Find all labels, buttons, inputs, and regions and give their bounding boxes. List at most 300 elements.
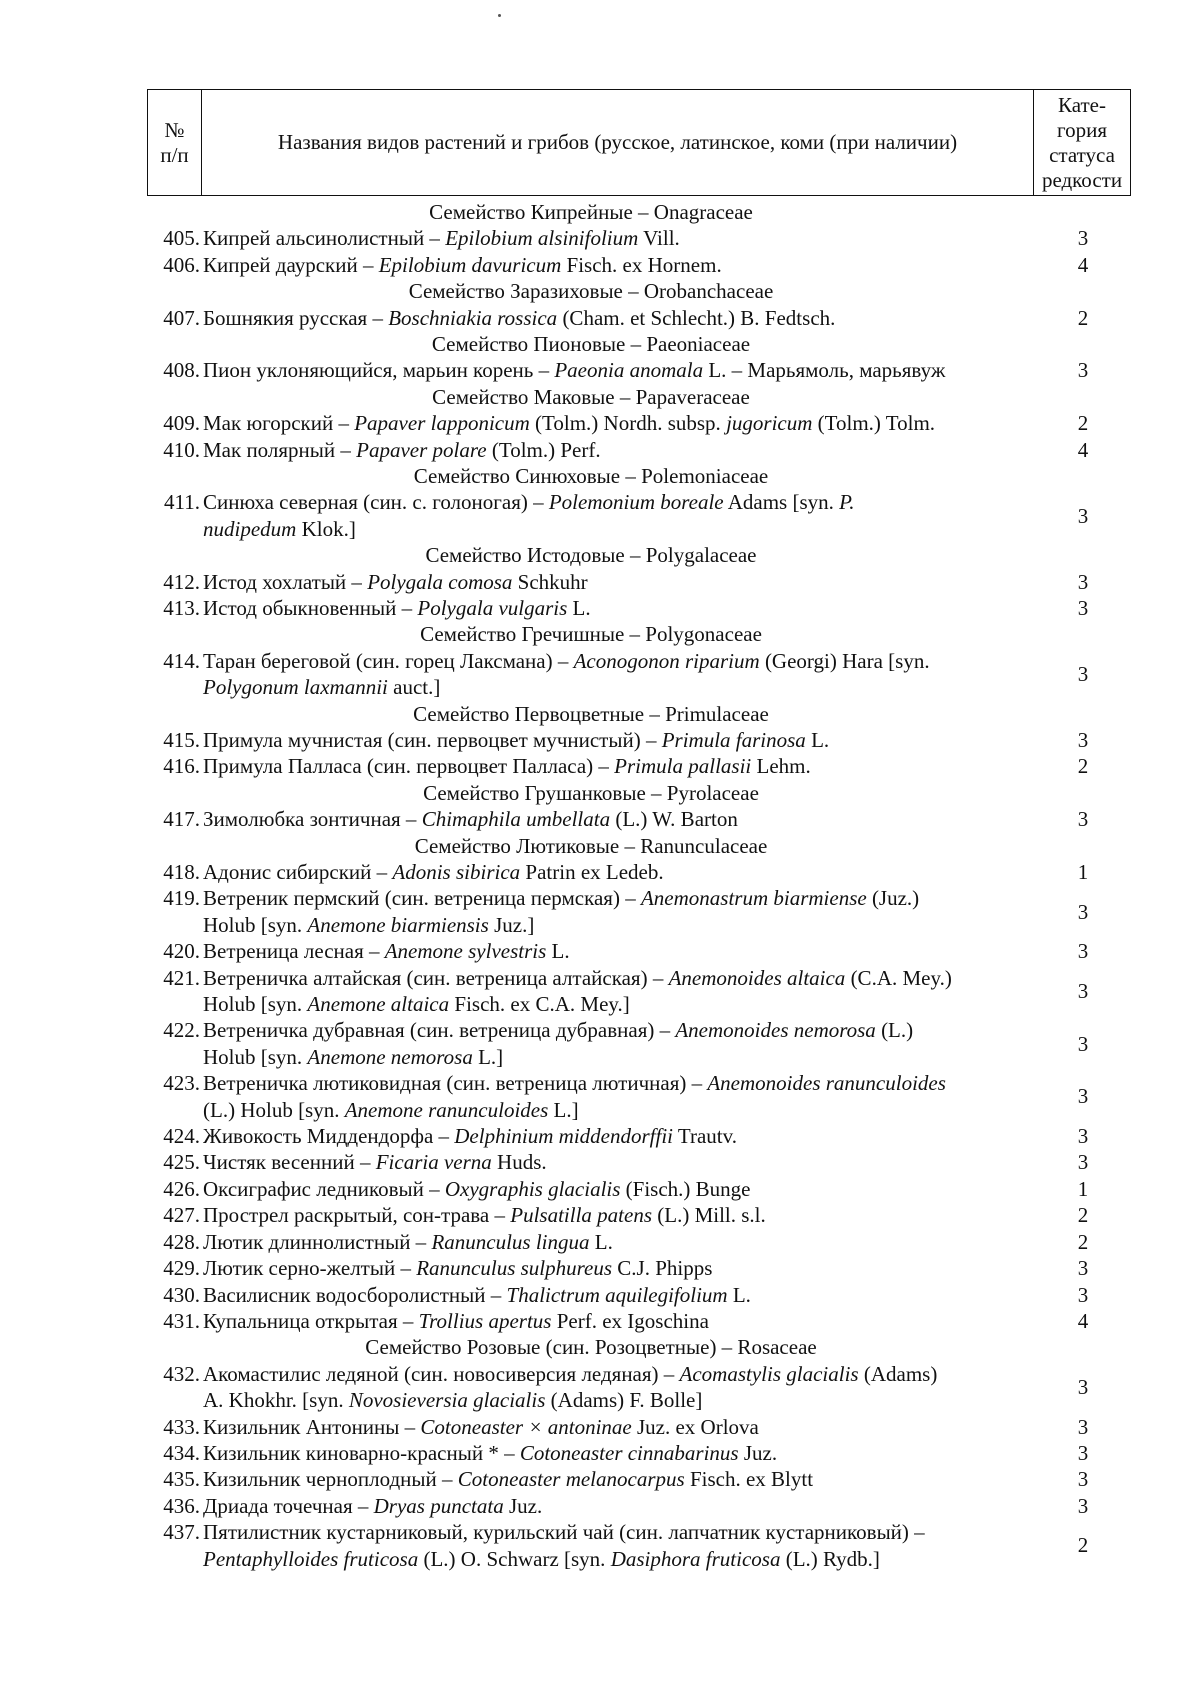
name-text: Holub [syn. (203, 1044, 308, 1069)
species-row (147, 806, 1131, 832)
species-row (147, 859, 1131, 885)
rarity-category: 3 (1077, 1282, 1089, 1307)
family-heading: Семейство Розовые (син. Розоцветные) – Rosaceae (365, 1335, 817, 1360)
species-name-line (203, 357, 1035, 383)
species-name (200, 885, 1035, 938)
rarity-category: 3 (1077, 1084, 1089, 1109)
species-name (200, 938, 1035, 964)
name-text: Пион уклоняющийся, марьин корень – (203, 358, 555, 383)
species-name (200, 648, 1035, 701)
species-name-line (203, 1202, 1035, 1228)
name-text: Примула мучнистая (син. первоцвет мучнистый) – (203, 728, 662, 752)
rarity-category: 1 (1077, 860, 1089, 884)
rarity-category: 2 (1077, 1533, 1089, 1558)
species-name (200, 305, 1035, 331)
name-text: (Adams) F. Bolle] (545, 1388, 703, 1413)
species-name-line (203, 1519, 1035, 1545)
species-name (200, 1361, 1035, 1414)
species-name-line (203, 912, 1035, 938)
species-name-line (203, 648, 1035, 674)
family-heading: Семейство Лютиковые – Ranunculaceae (414, 833, 768, 858)
species-row (147, 1282, 1131, 1308)
family-heading: Семейство Пионовые – Paeoniaceae (431, 332, 751, 356)
species-row (147, 1493, 1131, 1519)
species-row (147, 885, 1131, 938)
name-text: Ветреничка дубравная (син. ветреница дубравная) – (203, 1018, 676, 1043)
species-row (147, 489, 1131, 542)
latin-name: Epilobium davuricum (378, 252, 562, 277)
header-number-column: № п/п (148, 90, 202, 195)
name-text: Зимолюбка зонтичная – (203, 807, 422, 832)
species-name-line (203, 1414, 1035, 1440)
species-number: 405. (163, 226, 200, 251)
latin-name: Delphinium middendorffii (454, 1124, 674, 1149)
name-text: Adams [syn. (723, 490, 840, 515)
family-heading: Семейство Синюховые – Polemoniaceae (413, 464, 769, 488)
name-text: L. (567, 596, 591, 620)
name-text: Мак полярный – (203, 437, 357, 462)
latin-name: Polygala comosa (367, 569, 513, 594)
name-text: L. – Марьямоль, марьявуж (703, 358, 946, 383)
species-name-line (203, 1229, 1035, 1255)
species-name (200, 965, 1035, 1018)
species-number: 418. (163, 860, 200, 884)
species-name-line (203, 806, 1035, 832)
latin-name: Polemonium boreale (548, 490, 724, 515)
species-name (200, 1519, 1035, 1572)
latin-name: P. (839, 490, 855, 515)
species-number: 415. (163, 728, 200, 752)
species-number: 437. (163, 1520, 200, 1545)
species-number: 431. (163, 1308, 200, 1333)
species-number: 414. (163, 648, 200, 673)
latin-name: Cotoneaster melanocarpus (457, 1467, 685, 1492)
species-name (200, 252, 1035, 278)
header-category-column: Кате- гория статуса редкости (1041, 92, 1123, 192)
rarity-category: 2 (1077, 305, 1089, 330)
species-number: 417. (163, 807, 200, 832)
latin-name: Anemonastrum biarmiense (640, 886, 867, 911)
latin-name: Epilobium alsinifolium (445, 226, 639, 251)
name-text: C.J. Phipps (612, 1256, 713, 1281)
species-number: 421. (163, 965, 200, 990)
species-row (147, 1414, 1131, 1440)
rarity-category: 4 (1077, 437, 1089, 462)
name-text: Лютик длиннолистный – (203, 1229, 432, 1254)
name-text: Адонис сибирский – (203, 860, 393, 884)
name-text: (Fisch.) Bunge (620, 1176, 751, 1201)
species-row (147, 357, 1131, 383)
species-name-line (203, 410, 1035, 436)
rarity-category: 2 (1077, 411, 1089, 436)
species-name-line (203, 965, 1035, 991)
species-row (147, 1255, 1131, 1281)
rarity-category: 3 (1077, 728, 1089, 752)
species-name (200, 489, 1035, 542)
name-text: Кипрей альсинолистный – (203, 226, 446, 251)
species-row (147, 1361, 1131, 1414)
name-text: Trautv. (673, 1124, 738, 1149)
name-text: Ветреничка алтайская (син. ветреница алтайская) – (203, 965, 669, 990)
rarity-category: 3 (1077, 503, 1089, 528)
name-text: Klok.] (296, 516, 356, 541)
species-number: 427. (163, 1203, 200, 1228)
species-name-line (203, 1123, 1035, 1149)
family-heading: Семейство Маковые – Papaveraceae (432, 384, 750, 409)
rarity-category: 3 (1077, 1374, 1089, 1399)
latin-name: Cotoneaster × antoninae (420, 1414, 632, 1439)
species-number: 429. (163, 1256, 200, 1281)
species-name-line (203, 1387, 1035, 1413)
latin-name: Anemone ranunculoides (344, 1097, 549, 1122)
species-row (147, 1176, 1131, 1202)
rarity-category: 3 (1077, 662, 1089, 686)
latin-name: jugoricum (726, 411, 813, 436)
rarity-category: 3 (1077, 1256, 1089, 1281)
species-row (147, 1123, 1131, 1149)
species-name (200, 1017, 1035, 1070)
latin-name: Aconogonon riparium (573, 648, 760, 673)
name-text: Juz. (738, 1440, 778, 1465)
name-text: (L.) Holub [syn. (203, 1097, 345, 1122)
name-text: Fisch. ex Hornem. (561, 252, 722, 277)
name-text: (L.) Rydb.] (780, 1546, 880, 1571)
rarity-category: 3 (1077, 807, 1089, 832)
name-text: Дриада точечная – (203, 1493, 374, 1518)
species-row (147, 225, 1131, 251)
rarity-category: 3 (1077, 899, 1089, 924)
species-number: 406. (163, 252, 200, 277)
species-name (200, 595, 1035, 621)
species-number: 433. (163, 1414, 200, 1439)
species-number: 428. (163, 1229, 200, 1254)
species-name-line (203, 1361, 1035, 1387)
name-text: Примула Палласа (син. первоцвет Палласа) – (203, 754, 615, 779)
species-name-line (203, 727, 1035, 753)
species-name (200, 753, 1035, 779)
name-text: (Juz.) (866, 886, 920, 911)
species-row (147, 1229, 1131, 1255)
species-number: 426. (163, 1176, 200, 1201)
name-text: Василисник водосборолистный – (203, 1282, 507, 1307)
latin-name: Ranunculus lingua (431, 1229, 590, 1254)
name-text: (C.A. Mey.) (845, 965, 952, 990)
latin-name: Acomastylis glacialis (679, 1361, 859, 1386)
name-text: (Adams) (858, 1361, 938, 1386)
species-name-line (203, 569, 1035, 595)
latin-name: Ranunculus sulphureus (416, 1256, 613, 1281)
species-name (200, 1255, 1035, 1281)
family-heading: Семейство Кипрейные – Onagraceae (429, 200, 753, 224)
name-text: Оксиграфис ледниковый – (203, 1176, 445, 1201)
rarity-category: 3 (1077, 939, 1089, 964)
latin-name: Thalictrum aquilegifolium (506, 1282, 728, 1307)
name-text: L.] (472, 1044, 504, 1069)
species-row (147, 1308, 1131, 1334)
species-row (147, 727, 1131, 753)
name-text: Ветреница лесная – (203, 939, 385, 964)
name-text: Купальница открытая – (203, 1308, 419, 1333)
name-text: Holub [syn. (203, 992, 308, 1017)
table-header (147, 89, 1131, 196)
latin-name: Oxygraphis glacialis (444, 1176, 621, 1201)
rarity-category: 3 (1077, 1150, 1089, 1175)
rarity-category: 3 (1077, 358, 1089, 383)
rarity-category: 3 (1077, 1031, 1089, 1056)
species-row (147, 1202, 1131, 1228)
name-text: Patrin ex Ledeb. (520, 860, 664, 884)
rarity-category: 1 (1077, 1176, 1089, 1201)
name-text: auct.] (387, 675, 441, 700)
latin-name: Anemone biarmiensis (307, 912, 489, 937)
species-name (200, 1466, 1035, 1492)
latin-name: Dasiphora fruticosa (610, 1546, 781, 1571)
species-name (200, 1202, 1035, 1228)
species-name-line (203, 1493, 1035, 1519)
species-row (147, 410, 1131, 436)
name-text: (Tolm.) Perf. (486, 437, 601, 462)
species-name (200, 1149, 1035, 1175)
rarity-category: 4 (1077, 1308, 1089, 1333)
species-name-line (203, 1282, 1035, 1308)
name-text: Juz. ex Orlova (631, 1414, 759, 1439)
latin-name: Anemone altaica (307, 992, 450, 1017)
species-name-line (203, 674, 1035, 700)
rarity-category: 2 (1077, 754, 1089, 779)
latin-name: Anemone nemorosa (307, 1044, 473, 1069)
species-name-line (203, 516, 1035, 542)
species-name-line (203, 991, 1035, 1017)
latin-name: Dryas punctata (373, 1493, 504, 1518)
name-text: A. Khokhr. [syn. (203, 1388, 349, 1413)
name-text: Живокость Миддендорфа – (203, 1124, 455, 1149)
name-text: Кипрей даурский – (203, 252, 379, 277)
species-name-line (203, 225, 1035, 251)
name-text: Истод обыкновенный – (203, 596, 418, 620)
name-text: Ветреничка лютиковидная (син. ветреница лютичная) – (203, 1071, 708, 1096)
latin-name: nudipedum (203, 516, 297, 541)
species-name-line (203, 1440, 1035, 1466)
species-number: 408. (163, 358, 200, 383)
latin-name: Cotoneaster cinnabarinus (519, 1440, 739, 1465)
name-text: Кизильник черноплодный – (203, 1467, 458, 1492)
species-number: 412. (163, 569, 200, 594)
species-name (200, 1176, 1035, 1202)
latin-name: Papaver polаre (356, 437, 487, 462)
species-row (147, 753, 1131, 779)
rarity-category: 2 (1077, 1203, 1089, 1228)
name-text: Huds. (491, 1150, 547, 1175)
species-row (147, 252, 1131, 278)
species-row (147, 1519, 1131, 1572)
name-text: Perf. ex Igoschina (551, 1308, 709, 1333)
species-name (200, 437, 1035, 463)
name-text: Мак югорский – (203, 411, 355, 436)
name-text: Lehm. (751, 754, 811, 779)
rarity-category: 3 (1077, 1493, 1089, 1518)
species-row (147, 437, 1131, 463)
name-text: Vill. (638, 226, 680, 251)
family-heading: Семейство Гречишные – Polygonaceae (420, 622, 762, 647)
rarity-category: 3 (1077, 1440, 1089, 1465)
name-text: (Georgi) Hara [syn. (759, 648, 930, 673)
name-text: (L.) O. Schwarz [syn. (418, 1546, 611, 1571)
species-name (200, 1282, 1035, 1308)
species-number: 430. (163, 1282, 200, 1307)
species-name-line (203, 252, 1035, 278)
species-number: 410. (163, 437, 200, 462)
species-number: 409. (163, 411, 200, 436)
species-name-line (203, 885, 1035, 911)
species-name (200, 357, 1035, 383)
species-list (147, 199, 1131, 1572)
latin-name: Pulsatilla patens (510, 1203, 652, 1228)
species-name (200, 1070, 1035, 1123)
species-row (147, 1466, 1131, 1492)
latin-name: Anemone sylvestris (384, 939, 547, 964)
species-number: 411. (164, 490, 200, 515)
name-text: Juz.] (488, 912, 535, 937)
name-text: Fisch. ex C.A. Mey.] (449, 992, 630, 1017)
species-number: 423. (163, 1071, 200, 1096)
species-name-line (203, 595, 1035, 621)
name-text: Fisch. ex Blytt (684, 1467, 814, 1492)
species-row (147, 1149, 1131, 1175)
name-text: L. (805, 728, 830, 752)
species-name-line (203, 305, 1035, 331)
latin-name: Anemonoides ranunculoides (707, 1071, 946, 1096)
name-text: Бошнякия русская – (203, 305, 389, 330)
name-text: Истод хохлатый – (203, 569, 368, 594)
species-number: 436. (163, 1493, 200, 1518)
species-name-line (203, 1546, 1035, 1572)
species-name-line (203, 1466, 1035, 1492)
latin-name: Primula pallasii (614, 754, 752, 779)
name-text: Акомастилис ледяной (син. новосиверсия ледяная) – (203, 1361, 680, 1386)
family-heading: Семейство Грушанковые – Pyrolaceae (423, 780, 759, 805)
name-text: L. (546, 939, 570, 964)
latin-name: Chimaphila umbellata (421, 807, 611, 832)
latin-name: Boschniakia rossica (388, 305, 558, 330)
species-name-line (203, 938, 1035, 964)
species-name (200, 1123, 1035, 1149)
species-row (147, 1440, 1131, 1466)
species-name-line (203, 1149, 1035, 1175)
name-text: Ветреник пермский (син. ветреница пермская) – (203, 886, 641, 911)
name-text: L. (589, 1229, 613, 1254)
species-name (200, 569, 1035, 595)
species-name-line (203, 1097, 1035, 1123)
species-row (147, 595, 1131, 621)
species-name-line (203, 1044, 1035, 1070)
species-name (200, 1229, 1035, 1255)
rarity-category: 3 (1077, 1414, 1089, 1439)
name-text: Schkuhr (512, 569, 588, 594)
name-text: (L.) (875, 1018, 914, 1043)
name-text: Holub [syn. (203, 912, 308, 937)
latin-name: Pentaphylloides fruticosa (203, 1546, 419, 1571)
species-number: 420. (163, 939, 200, 964)
species-row (147, 305, 1131, 331)
rarity-category: 3 (1077, 596, 1089, 620)
name-text: (Tolm.) Tolm. (812, 411, 936, 436)
latin-name: Novosieversia glacialis (348, 1388, 546, 1413)
latin-name: Adonis sibirica (392, 860, 521, 884)
species-row (147, 1070, 1131, 1123)
header-name-column: Названия видов растений и грибов (русское, латинское, коми (при наличии) (202, 90, 1034, 195)
species-name-line (203, 753, 1035, 779)
species-number: 424. (163, 1124, 200, 1149)
name-text: (Tolm.) Nordh. subsp. (529, 411, 727, 436)
species-name (200, 1493, 1035, 1519)
name-text: (L.) Mill. s.l. (652, 1203, 766, 1228)
species-name-line (203, 1176, 1035, 1202)
species-number: 435. (163, 1467, 200, 1492)
species-name-line (203, 1308, 1035, 1334)
latin-name: Polygala vulgaris (417, 596, 568, 620)
name-text: L.] (548, 1097, 579, 1122)
species-name-line (203, 437, 1035, 463)
latin-name: Paeonia anomala (554, 358, 704, 383)
rarity-category: 3 (1077, 226, 1089, 251)
species-row (147, 965, 1131, 1018)
species-name-line (203, 859, 1035, 885)
latin-name: Polygonum laxmannii (203, 675, 388, 700)
species-number: 419. (163, 886, 200, 911)
rarity-category: 2 (1077, 1229, 1089, 1254)
name-text: L. (727, 1282, 751, 1307)
species-name-line (203, 1070, 1035, 1096)
species-name (200, 1440, 1035, 1466)
latin-name: Primula farinosa (661, 728, 806, 752)
name-text: Таран береговой (син. горец Лаксмана) – (203, 648, 574, 673)
rarity-category: 3 (1077, 978, 1089, 1003)
species-number: 432. (163, 1361, 200, 1386)
latin-name: Anemonoides nemorosa (675, 1018, 876, 1043)
species-number: 425. (163, 1150, 200, 1175)
species-name (200, 727, 1035, 753)
species-name (200, 1414, 1035, 1440)
species-name (200, 1308, 1035, 1334)
species-row (147, 938, 1131, 964)
rarity-category: 4 (1077, 252, 1089, 277)
species-row (147, 1017, 1131, 1070)
latin-name: Anemonoides altaica (668, 965, 846, 990)
name-text: Прострел раскрытый, сон-трава – (203, 1203, 511, 1228)
name-text: Juz. (503, 1493, 543, 1518)
scan-speck (498, 14, 501, 17)
family-heading: Семейство Заразиховые – Orobanchaceae (408, 279, 774, 304)
name-text: Синюха северная (син. с. голоногая) – (203, 490, 549, 515)
name-text: Пятилистник кустарниковый, курильский чай (син. лапчатник кустарниковый) – (203, 1520, 925, 1545)
name-text: Кизильник Антонины – (203, 1414, 421, 1439)
species-name (200, 806, 1035, 832)
name-text: (L.) W. Barton (610, 807, 738, 832)
family-heading: Семейство Первоцветные – Primulaceae (413, 701, 769, 726)
rarity-category: 3 (1077, 1467, 1089, 1492)
name-text: Лютик серно-желтый – (203, 1256, 417, 1281)
rarity-category: 3 (1077, 1124, 1089, 1149)
rarity-category: 3 (1077, 569, 1089, 594)
species-name-line (203, 489, 1035, 515)
latin-name: Papaver lapponicum (354, 411, 530, 436)
name-text: Чистяк весенний – (203, 1150, 376, 1175)
latin-name: Ficaria verna (375, 1150, 492, 1175)
species-number: 413. (163, 596, 200, 620)
species-row (147, 648, 1131, 701)
name-text: (Cham. et Schlecht.) B. Fedtsch. (557, 305, 836, 330)
name-text: Кизильник киноварно-красный * – (203, 1440, 520, 1465)
